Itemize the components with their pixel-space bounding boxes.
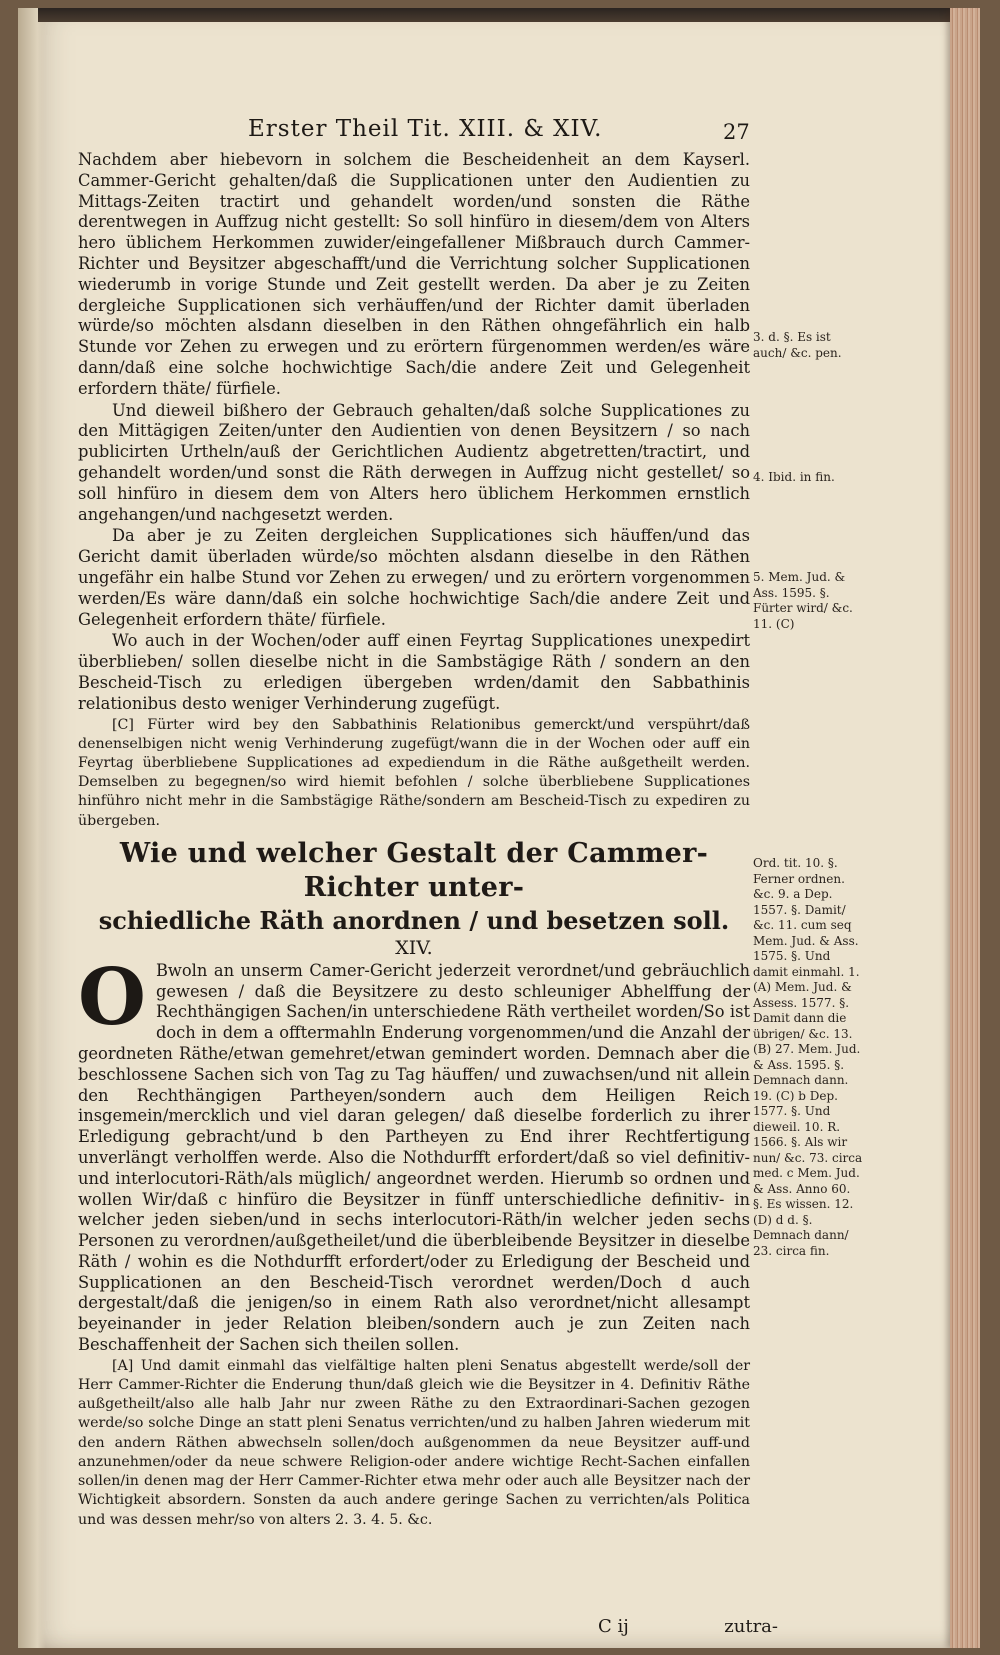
- marginal-note: 3. d. §. Es ist auch/ &c. pen.: [753, 330, 842, 360]
- note-c: [C] Fürter wird bey den Sabbathinis Relationibus gemerckt/und verspührt/daß denenselbigen nicht wenig Verhinderung zugefügt/wann die in der Wochen oder auff ein Feyrtag überbliebene Supplicationes ad expediendum in die Räthe außgetheilt werden. Demselben zu begegnen/so wird hiemit befohlen / solche überbliebene Supplicationes hinführo nicht mehr in die Sambstägige Räthe/sondern am Bescheid-Tisch zu expediren zu übergeben.: [78, 716, 750, 829]
- paragraph: Da aber je zu Zeiten dergleichen Supplicationes sich häuffen/und das Gericht damit überladen würde/so möchten alsdann dieselbe in den Räthen ungefähr ein halbe Stund vor Zehen zu erwegen/ und zu erörtern vorgenommen werden/Es wäre dann/daß ein solche hochwichtige Sach/die andere Zeit und Gelegenheit erfordern thäte/ fürfiele.: [78, 526, 750, 629]
- section-heading: Wie und welcher Gestalt der Cammer-Richter unter-: [119, 837, 709, 903]
- book-page: [18, 8, 980, 1648]
- main-text: [78, 150, 750, 1531]
- section-paragraph: [78, 951, 750, 1356]
- section-heading-line2: schiedliche Räth anordnen / und besetzen soll.: [98, 905, 730, 935]
- paragraph: Und dieweil bißhero der Gebrauch gehalten/daß solche Supplicationes zu den Mittägigen Zeiten/unter den Audientien von denen Beysitzern / so nach publicirten Urtheln/auß der Gerichtlichen Audientz abgetretten/tractirt, und gehandelt worden/und sonst die Räth derwegen in Auffzug nicht gestellet/ so soll hinfüro in diesem dem von Alters hero üblichem Herkommen ernstlich angehangen/und nachgesetzt werden.: [78, 400, 750, 524]
- paragraph: Nachdem aber hiebevorn in solchem die Bescheidenheit an dem Kayserl. Cammer-Gericht gehalten/daß die Supplicationen unter den Audientien zu Mittags-Zeiten tractirt und gehandelt worden/und sonsten die Räthe derentwegen in Auffzug nicht gestellt: So soll hinfüro in diesem/dem von Alters hero üblichem Herkommen zuwider/eingefallener Mißbrauch durch Cammer-Richter und Beysitzer abgeschafft/und die Verrichtung solcher Supplicationen wiederumb in vorige Stunde und Zeit gestellt werden. Da aber je zu Zeiten dergleiche Supplicationen sich verhäuffen/und der Richter damit überladen würde/so möchten alsdann dieselben in den Räthen ohngefährlich ein halb Stunde vor Zehen zu erwegen und zu erörtern fürgenommen werden/es wäre dann/daß eine solche hochwichtige Sach/die andere Zeit und Gelegenheit erfordern thäte/ fürfiele.: [78, 150, 750, 398]
- signature-line: [598, 1616, 778, 1637]
- binding-shadow: [38, 8, 980, 22]
- note-a: [A] Und damit einmahl das vielfältige halten pleni Senatus abgestellt werde/soll der Herr Cammer-Richter die Enderung thun/daß gleich wie die Beysitzer in 4. Definitiv Räthe außgetheilt/also alle halb Jahr nur zween Räthe zu den Extraordinari-Sachen gezogen werde/so solche Dinge an statt pleni Senatus verrichten/und zu halben Jahren wiederum mit den andern Räthen abwechseln sollen/doch außgenommen da neue Beysitzer auff-und anzunehmen/oder da neue schwere Religion-oder andere wichtige Recht-Sachen einfallen sollen/in denen mag der Herr Cammer-Richter etwa mehr oder auch alle Beysitzer nach der Wichtigkeit absordern. Sonsten da auch andere geringe Sachen zu verrichten/als Politica und was dessen mehr/so von alters 2. 3. 4. 5. &c.: [78, 1357, 750, 1528]
- section-number: XIV.: [395, 936, 433, 959]
- signature-mark: C ij: [598, 1616, 629, 1637]
- page-edge: [950, 8, 980, 1648]
- running-header: Erster Theil Tit. XIII. & XIV.: [248, 116, 603, 142]
- paragraph: Wo auch in der Wochen/oder auff einen Feyrtag Supplicationes unexpedirt überblieben/ sollen dieselbe nicht in die Sambstägige Räth / sondern an den Bescheid-Tisch zu erledigen übergeben wrden/damit den Sabbathinis relationibus desto weniger Verhinderung zugefügt.: [78, 631, 750, 713]
- marginal-note: 5. Mem. Jud. & Ass. 1595. §. Fürter wird/ &c. 11. (C): [753, 570, 853, 631]
- marginal-note: 4. Ibid. in fin.: [753, 470, 835, 484]
- marginal-note: Ord. tit. 10. §. Ferner ordnen. &c. 9. a Dep. 1557. §. Damit/ &c. 11. cum seq Mem. Jud. & Ass. 1575. §. Und damit einmahl. 1. (A) Mem. Jud. & Assess. 1577. §. Damit dann die übrigen/ &c. 13. (B) 27. Mem. Jud. & Ass. 1595. §. Demnach dann. 19. (C) b Dep. 1577. §. Und dieweil. 10. R. 1566. §. Als wir nun/ &c. 73. circa med. c Mem. Jud. & Ass. Anno 60. §. Es wissen. 12. (D) d d. §. Demnach dann/ 23. circa fin.: [753, 856, 863, 1258]
- catchword: zutra-: [724, 1616, 778, 1637]
- section-text: Bwoln an unserm Camer-Gericht jederzeit verordnet/und gebräuchlich gewesen / daß die Beysitzere zu desto schleuniger Abhelffung der Rechthängigen Sachen/in unterschiedene Räth vertheilet worden/So ist doch in dem a offtermahln Enderung vorgenommen/und die Anzahl der geordneten Räthe/etwan gemehret/etwan gemindert worden. Demnach aber die beschlossene Sachen sich von Tag zu Tag häuffen/ und zuwachsen/und nit allein den Rechthängigen Partheyen/sondern auch dem Heiligen Reich insgemein/mercklich und viel daran gelegen/ daß dieselbe forderlich zu ihrer Erledigung gebracht/und b den Partheyen zu End ihrer Rechtfertigung unverlängt verholffen werde. Also die Nothdurfft erfordert/daß so viel definitiv- und interlocutori-Räth/als müglich/ angeordnet werden. Hierumb so ordnen und wollen Wir/daß c hinfüro die Beysitzer in fünff unterschiedliche definitiv- in welcher jeden sieben/und in sechs interlocutori-Räth/in welcher jeden sechs Personen zu verordnen/außgetheilet/und die überbleibende Beysitzer in dieselbe Räth / wohin es die Nothdurfft erfordert/oder zu Erledigung der Bescheid und Supplicationen an den Bescheid-Tisch verordnet werden/Doch d auch dergestalt/daß die jenigen/so in einem Rath also verordnet/nicht allesampt beyeinander in jeder Relation bleiben/sondern auch je zun Zeiten nach Beschaffenheit der Sachen sich theilen sollen.: [78, 960, 750, 1355]
- page-number: 27: [723, 120, 750, 144]
- drop-capital: O: [78, 951, 146, 1043]
